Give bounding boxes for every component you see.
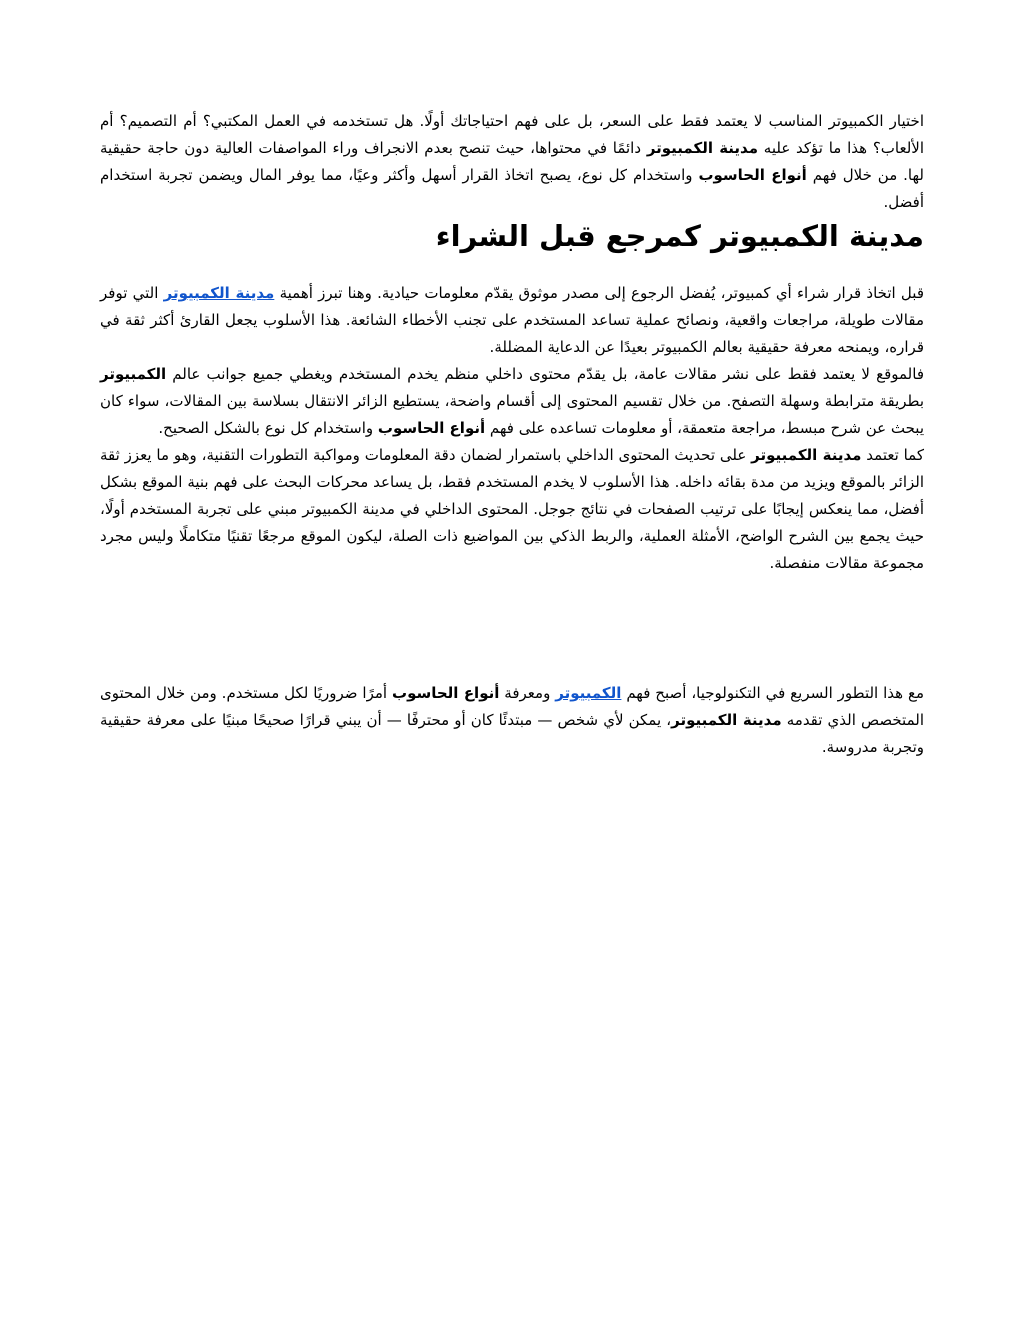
- text-run: مع هذا التطور السريع في التكنولوجيا، أصبح فهم: [621, 684, 925, 702]
- bold-text-computer-city: مدينة الكمبيوتر: [646, 139, 759, 157]
- bold-text-computer: الكمبيوتر: [100, 365, 167, 383]
- text-run: قبل اتخاذ قرار شراء أي كمبيوتر، يُفضل الرجوع إلى مصدر موثوق يقدّم معلومات حيادية. وهنا تبرز أهمية: [274, 284, 924, 302]
- paragraph-reference: [100, 280, 924, 361]
- text-run: اختيار الكمبيوتر المناسب لا يعتمد فقط على السعر، بل على فهم احتياجاتك أولًا. هل تستخدمه في العمل المكتبي؟ أم التصميم؟ أم الألعاب؟ هذا ما تؤكد عليه: [100, 112, 925, 157]
- blank-space: [100, 577, 924, 680]
- bold-text-computer-city: مدينة الكمبيوتر: [751, 446, 862, 464]
- text-run: بطريقة مترابطة وسهلة التصفح. من خلال تقسيم المحتوى إلى أقسام واضحة، يستطيع الزائر الانتقال بسلاسة بين المقالات، سواء كان يبحث عن شرح مبسط، مراجعة متعمقة، أو معلومات تساعده على فهم: [100, 392, 924, 437]
- text-run: دائمًا في محتواها، حيث تنصح بعدم الانجراف وراء المواصفات العالية دون حاجة حقيقية لها. من خلال فهم: [100, 139, 924, 184]
- bold-text-computer-types: أنواع الحاسوب: [392, 684, 500, 702]
- bold-text-computer-city: مدينة الكمبيوتر: [671, 711, 782, 729]
- text-run: أمرًا ضروريًا لكل مستخدم. ومن خلال المحتوى المتخصص الذي تقدمه: [100, 684, 924, 729]
- text-run: واستخدام كل نوع بالشكل الصحيح.: [158, 419, 378, 437]
- bold-text-computer-types: أنواع الحاسوب: [698, 166, 807, 184]
- text-run: كما تعتمد: [861, 446, 924, 464]
- computer-city-link[interactable]: مدينة الكمبيوتر: [163, 284, 275, 302]
- text-run: فالموقع لا يعتمد فقط على نشر مقالات عامة، بل يقدّم محتوى داخلي منظم يخدم المستخدم ويغطي جميع جوانب عالم: [166, 365, 924, 383]
- bold-text-computer-types: أنواع الحاسوب: [377, 419, 486, 437]
- text-run: على تحديث المحتوى الداخلي باستمرار لضمان دقة المعلومات ومواكبة التطورات التقنية، وهو ما يعزز ثقة الزائر بالموقع ويزيد من مدة بقائه داخله. هذا الأسلوب لا يخدم المستخدم فقط، بل يساعد محركات البحث على فهم بنية الموقع بشكل أفضل، مما ينعكس إيجابًا على ترتيب الصفحات في نتائج جوجل. المحتوى الداخلي في مدينة الكمبيوتر مبني على تجربة المستخدم أولًا، حيث يجمع بين الشرح الواضح، الأمثلة العملية، والربط الذكي بين المواضيع ذات الصلة، ليكون الموقع مرجعًا تقنيًا متكاملًا وليس مجرد مجموعة مقالات منفصلة.: [100, 446, 924, 572]
- text-run: التي توفر مقالات طويلة، مراجعات واقعية، ونصائح عملية تساعد المستخدم على تجنب الأخطاء الشائعة. هذا الأسلوب يجعل القارئ أكثر ثقة في قراره، ويمنحه معرفة حقيقية بعالم الكمبيوتر بعيدًا عن الدعاية المضللة.: [100, 284, 924, 356]
- text-run: ومعرفة: [499, 684, 556, 702]
- text-run: ، يمكن لأي شخص — مبتدئًا كان أو محترفًا — أن يبني قرارًا صحيحًا مبنيًا على معرفة حقيقية وتجربة مدروسة.: [100, 711, 924, 756]
- paragraph-intro: [100, 108, 924, 216]
- computer-link[interactable]: الكمبيوتر: [555, 684, 622, 702]
- section-heading: مدينة الكمبيوتر كمرجع قبل الشراء: [435, 219, 924, 253]
- paragraph-conclusion: [100, 680, 924, 761]
- paragraph-site-structure: [100, 361, 924, 442]
- paragraph-content-updates: [100, 442, 924, 577]
- text-run: واستخدام كل نوع، يصبح اتخاذ القرار أسهل وأكثر وعيًا، مما يوفر المال ويضمن تجربة استخدام أفضل.: [100, 166, 924, 211]
